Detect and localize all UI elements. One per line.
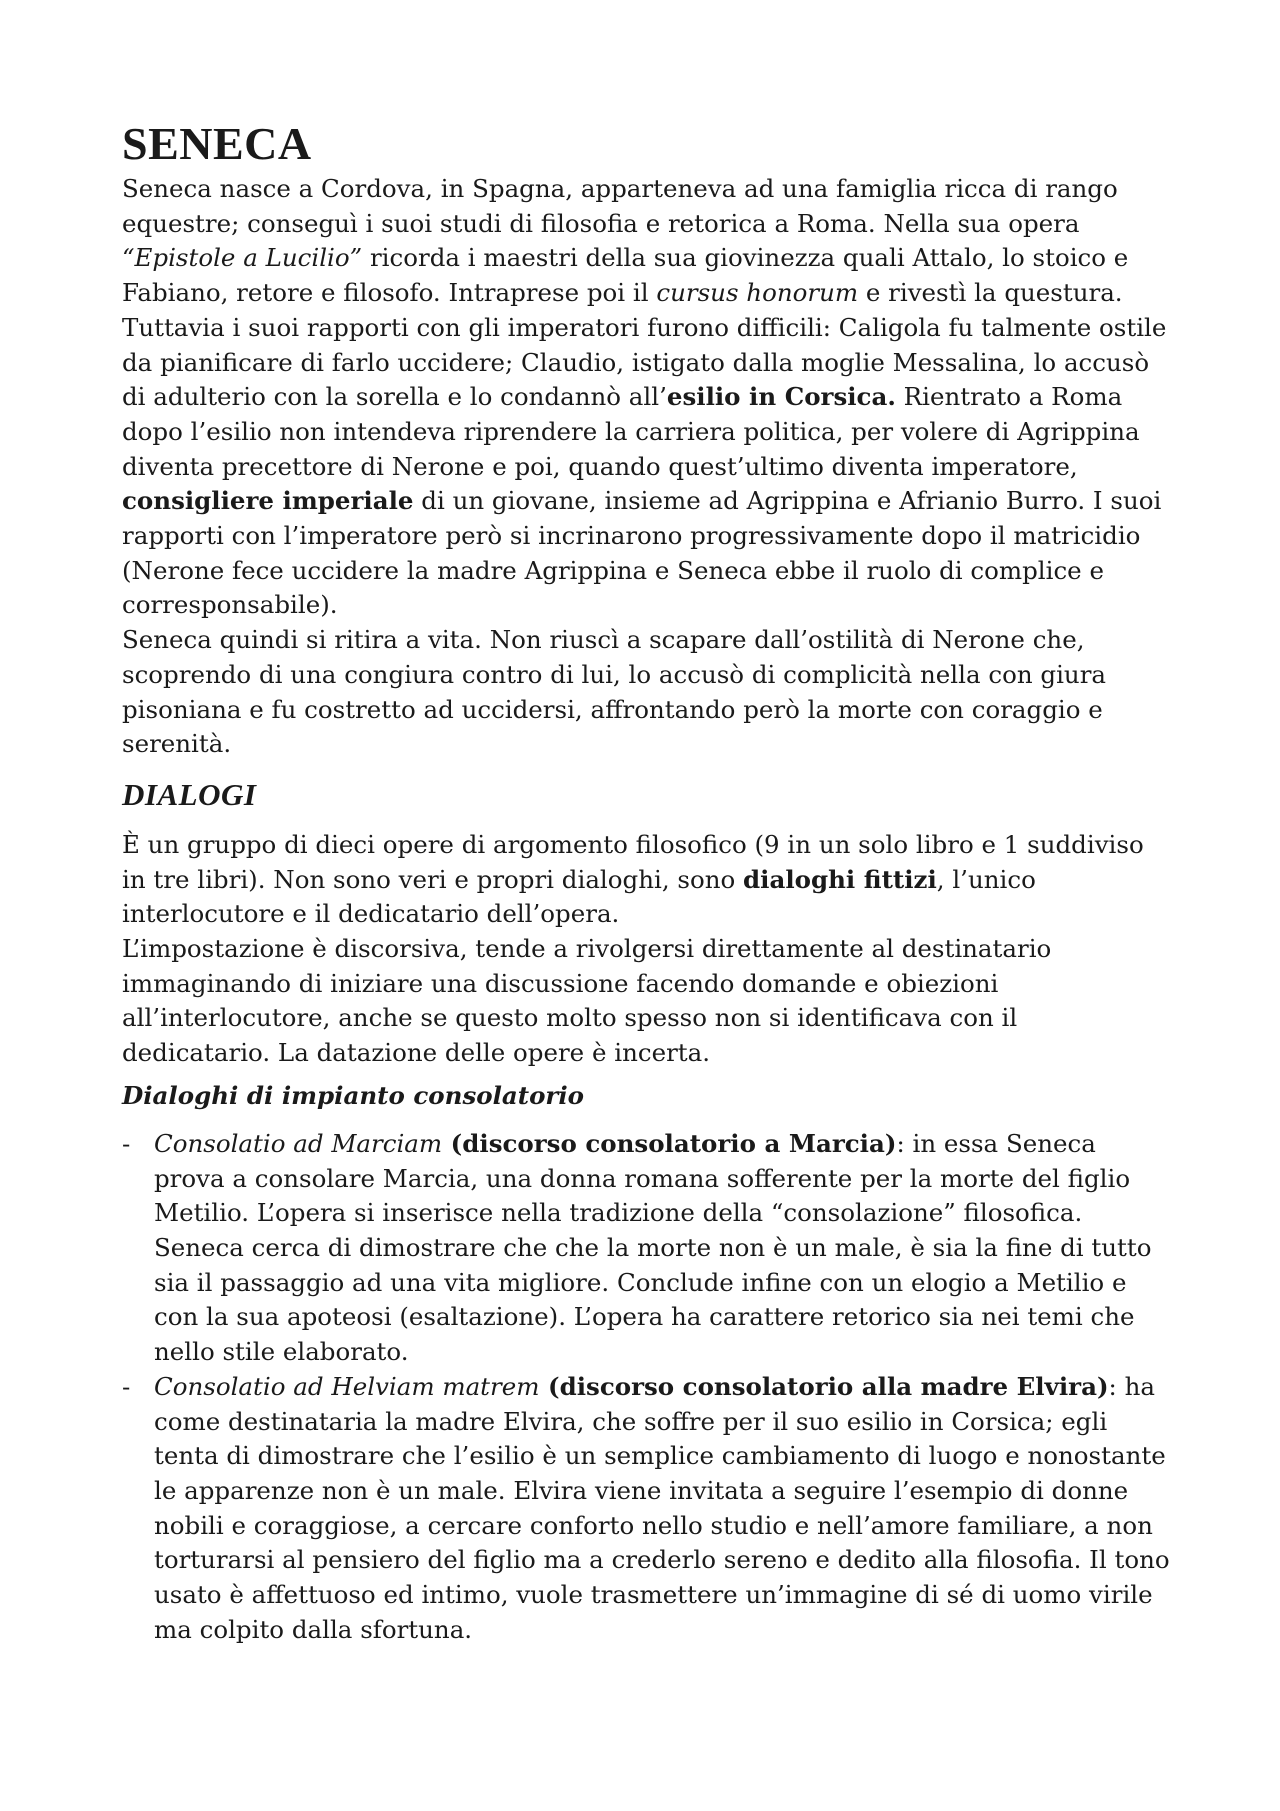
dialogi-text-1: È un gruppo di dieci opere di argomento filosofico (9 in un solo libro e 1 suddiviso in tre libri). Non sono veri e propri dialoghi, sono [122,829,1144,894]
list-item [122,1370,1172,1648]
intro-text-3: e rivestì la questura. Tuttavia i suoi rapporti con gli imperatori furono difficili: Caligola fu talmente ostile da pianificare di farlo uccidere; Claudio, istigato dalla moglie Messalina, lo accusò di adulterio con la sorella e lo condannò all’ [122,278,1167,412]
list-item-text: : in essa Seneca prova a consolare Marcia, una donna romana sofferente per la morte del figlio Metilio. L’opera si inserisce nella tradizione della “consolazione” filosofica. Seneca cerca di dimostrare che che la morte non è un male, è sia la fine di tutto sia il passaggio ad una vita migliore. Conclude infine con un elogio a Metilio e con la sua apoteosi (esaltazione). L’opera ha carattere retorico sia nei temi che nello stile elaborato. [154,1128,1152,1367]
subsection-heading-consolatorio: Dialoghi di impianto consolatorio [122,1080,584,1110]
dialogi-fittizi-bold: dialoghi fittizi [743,864,937,894]
list-item-title: Consolatio ad Helviam matrem [154,1371,540,1401]
intro-text-2: ricorda i maestri della sua giovinezza quali Attalo, lo stoico e Fabiano, retore e filosofo. Intraprese poi il [122,243,1129,308]
intro-paragraph-2: Seneca quindi si ritira a vita. Non riuscì a scapare dall’ostilità di Nerone che, scoprendo di una congiura contro di lui, lo accusò di complicità nella con giura pisoniana e fu costretto ad uccidersi, affrontando però la morte con coraggio e serenità. [122,625,1107,759]
dialogi-paragraph-2: L’impostazione è discorsiva, tende a rivolgersi direttamente al destinatario immaginando di iniziare una discussione facendo domande e obiezioni all’interlocutore, anche se questo molto spesso non si identificava con il dedicatario. La datazione delle opere è incerta. [122,934,1052,1068]
intro-advisor-bold: consigliere imperiale [122,486,414,516]
section-heading-dialogi: DIALOGI [122,776,257,812]
intro-work-title: “Epistole a Lucilio” [122,243,363,273]
list-item [122,1127,1172,1370]
consolatio-list [122,1127,1172,1648]
list-item-subtitle: (discorso consolatorio alla madre Elvira) [539,1371,1109,1401]
dialogi-paragraph-1 [122,828,1172,932]
intro-paragraph-1 [122,172,1172,623]
intro-text-4: Rientrato a Roma dopo l’esilio non intendeva riprendere la carriera politica, per volere di Agrippina diventa precettore di Nerone e poi, quando quest’ultimo diventa imperatore, [122,382,1140,481]
dash-bullet: - [122,1128,131,1158]
intro-text-5: di un giovane, insieme ad Agrippina e Afrianio Burro. I suoi rapporti con l’imperatore però si incrinarono progressivamente dopo il matricidio (Nerone fece uccidere la madre Agrippina e Seneca ebbe il ruolo di complice e corresponsabile). [122,486,1162,620]
dialogi-text-2: , l’unico interlocutore e il dedicatario dell’opera. [122,864,1036,929]
intro-text-1: Seneca nasce a Cordova, in Spagna, apparteneva ad una famiglia ricca di rango equestre; conseguì i suoi studi di filosofia e retorica a Roma. Nella sua opera [122,174,1118,238]
intro-cursus-honorum: cursus honorum [656,278,859,308]
document-page [122,118,1172,1647]
dash-bullet: - [122,1371,131,1401]
page-title: SENECA [122,118,312,169]
list-item-title: Consolatio ad Marciam [154,1128,443,1158]
intro-exile-bold: esilio in Corsica. [666,382,896,412]
list-item-subtitle: (discorso consolatorio a Marcia) [442,1128,897,1158]
list-item-text: : ha come destinataria la madre Elvira, che soffre per il suo esilio in Corsica; egli tenta di dimostrare che l’esilio è un semplice cambiamento di luogo e nonostante le apparenze non è un male. Elvira viene invitata a seguire l’esempio di donne nobili e coraggiose, a cercare conforto nello studio e nell’amore familiare, a non torturarsi al pensiero del figlio ma a crederlo sereno e dedito alla filosofia. Il tono usato è affettuoso ed intimo, vuole trasmettere un’immagine di sé di uomo virile ma colpito dalla sfortuna. [154,1371,1170,1644]
